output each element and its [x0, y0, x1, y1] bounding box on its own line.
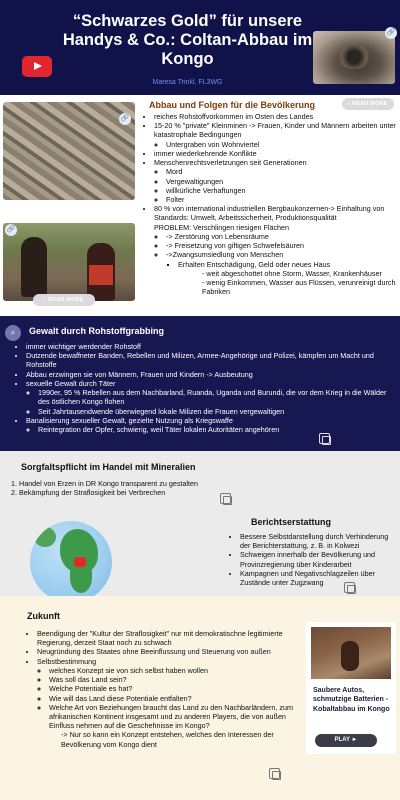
sub-list-item: ◦ Welche Art von Beziehungen braucht das Land zu den Nachbarländern, zum afrikanischen Kontinent insgesamt und zu anderen Players, die von außen Einfluss nehmen auf die Geschehnisse im Kongo?: [49, 703, 303, 731]
list-item-text: sexuelle Gewalt durch Täter: [26, 378, 116, 388]
list-item: • Schweigen innerhalb der Bevölkerung und Provinzregierung über Kinderarbeit: [240, 550, 398, 568]
sub-list-item: ◦ willkürliche Verhaftungen: [166, 186, 398, 195]
sub-list-item: ◦ Seit Jahrtausendwende überwiegend lokale Milizen die Frauen vergewaltigen: [38, 407, 396, 416]
child-figure: [21, 237, 47, 297]
list-item: • Neugründung des Staates ohne Beeinflussung und Steuerung von außen: [37, 647, 303, 656]
land-mass: [34, 527, 56, 547]
sub-list-item: ◦ Wie will das Land diese Potentiale entfalten?: [49, 694, 303, 703]
link-icon[interactable]: 🔗: [385, 27, 397, 39]
problem-tail-line: - weit abgeschottet ohne Storm, Wasser, Krankenhäuser: [202, 268, 382, 278]
sub-sub-list-item-text: Erhalten Entschädigung, Geld oder neues Haus: [178, 259, 331, 269]
list-item: • reiches Rohstoffvorkommen im Osten des Landes: [154, 112, 398, 121]
list-item: [154, 204, 398, 296]
sub-list-item: ◦ Vergewaltigungen: [166, 177, 398, 186]
header-banner: [0, 0, 400, 95]
section-title: Abbau und Folgen für die Bevölkerung: [149, 100, 316, 110]
subsection-title: Berichtserstattung: [251, 517, 332, 527]
subsection-content: [226, 532, 398, 587]
list-item: • immer wiederkehrende Konflikte: [154, 149, 398, 158]
link-icon[interactable]: 🔗: [5, 224, 17, 236]
list-item: [154, 121, 398, 149]
list-item-text: 80 % von international industriellen Bergbaukonzernen-> Einhaltung von Standards: Umwelt, Arbeitssicherheit, Produktionsqualität: [154, 204, 385, 223]
list-item-text: 15-20 % "private" Kleinminen -> Frauen, Kinder und Männern arbeiten unter katastrophale Bedingungen: [154, 121, 396, 140]
copy-icon[interactable]: [319, 433, 330, 444]
section-sorgfaltspflicht: [0, 451, 400, 596]
list-item: [37, 657, 303, 749]
congo-marker: [74, 557, 86, 567]
mining-site-photo: [3, 102, 135, 200]
author-label: Maresa Trinkl, FL3WG: [152, 79, 223, 86]
list-item: • Beendigung der "Kultur der Straflosigkeit" nur mit demokratischne legitimierte Regierung, derzeit Staat noch zu schwach: [37, 629, 303, 647]
child-figure: [87, 243, 115, 301]
copy-icon[interactable]: [269, 768, 280, 779]
play-button[interactable]: PLAY ►: [315, 734, 377, 747]
sub-list-item: [166, 250, 398, 268]
list-item: [26, 416, 396, 434]
sub-list-item: ◦ Reintegration der Opfer, schwierig, weil Täter lokalen Autoritäten angehören: [38, 425, 396, 434]
copy-icon[interactable]: [220, 493, 231, 504]
conclusion-text: -> Nur so kann ein Konzept entstehen, welches den Interessen der Bevölkerung vom Kongo dient: [61, 730, 274, 749]
problem-tail-line: - wenig Einkommen, Wasser aus Flüssen, verunreinigt durch Fabriken: [202, 277, 396, 297]
section-title: Zukunft: [27, 611, 60, 621]
list-item-text: Banalisierung sexueller Gewalt, gezielte Nutzung als Kriegswaffe: [26, 415, 233, 425]
page-title: “Schwarzes Gold” für unsere Handys & Co.: Coltan-Abbau im Kongo: [62, 12, 313, 69]
list-item: • immer wichtiger werdender Rohstoff: [26, 342, 396, 351]
sub-list-item: ◦ Untergraben von Wohnviertel: [166, 140, 398, 149]
list-item: [154, 158, 398, 204]
sub-list-item: ◦ Was soll das Land sein?: [49, 675, 303, 684]
section-content: [12, 342, 396, 434]
list-item: • Dutzende bewaffneter Banden, Rebellen und Milizen, Armee-Angehörige und Polizei, kämpfen um Macht und Rohstoffe: [26, 351, 396, 369]
sub-list-item: ◦ -> Zerstörung von Lebensräume: [166, 232, 398, 241]
video-title: Saubere Autos, schmutzige Batterien - Kobaltabbau im Kongo: [313, 687, 390, 713]
list-item-text: Menschenrechtsverletzungen seit Generationen: [154, 158, 307, 168]
read-more-label: READ MORE: [48, 297, 84, 303]
list-item: [26, 379, 396, 416]
section-content: [140, 112, 398, 296]
copy-icon[interactable]: [344, 582, 355, 593]
sub-list-item: ◦ Mord: [166, 167, 398, 176]
list-item: • Kampagnen und Negativschlagzeilen über Zustände unter Zugzwang: [240, 569, 398, 587]
read-more-button[interactable]: [342, 98, 394, 110]
read-more-label: READ MORE: [352, 101, 388, 107]
section-gewalt: [0, 316, 400, 451]
section-content: [23, 629, 303, 749]
sub-list-item: ◦ -> Freisetzung von giftigen Schwefelsäuren: [166, 241, 398, 250]
search-icon[interactable]: ⌕: [5, 325, 21, 341]
chevron-left-icon: ‹: [44, 297, 49, 303]
sub-list-item: ◦ 1990er, 95 % Rebellen aus dem Nachbarland, Ruanda, Uganda und Burundi, die vor dem Krieg in die Wälder des östlichen Kongo flohen: [38, 388, 396, 406]
sub-list-item-text: ->Zwangsumsiedlung von Menschen: [166, 250, 284, 260]
section-zukunft: [0, 596, 400, 800]
read-more-button[interactable]: [33, 294, 95, 306]
sub-list-item: ◦ welches Konzept sie von sich selbst haben wollen: [49, 666, 303, 675]
sub-sub-list-item: [178, 260, 398, 269]
problem-text: PROBLEM: Verschlingen riesigen Flächen: [154, 222, 290, 232]
list-item: 1. Handel von Erzen in DR Kongo transparent zu gestalten: [19, 479, 247, 488]
link-icon[interactable]: 🔗: [119, 113, 131, 125]
sub-list-item: ◦ Folter: [166, 195, 398, 204]
children-mining-photo: [3, 223, 135, 301]
list-item: 2. Bekämpfung der Straflosigkeit bei Verbrechen: [19, 488, 247, 497]
list-item: • Abbau erzwingen sie von Männern, Frauen und Kindern -> Ausbeutung: [26, 370, 396, 379]
section-title: Gewalt durch Rohstoffgrabbing: [29, 326, 164, 336]
sub-list-item: ◦ Welche Potentiale es hat?: [49, 684, 303, 693]
section-abbau: [0, 95, 400, 313]
section-title: Sorgfaltspflicht im Handel mit Mineralien: [21, 462, 196, 472]
list-item-text: Selbstbestimmung: [37, 656, 97, 666]
video-thumbnail[interactable]: [311, 627, 391, 679]
list-item: • Bessere Selbstdarstellung durch Verhinderung der Berichterstattung, z. B. in Kolwezi: [240, 532, 398, 550]
globe-map: [30, 521, 112, 603]
numbered-list: [7, 479, 247, 497]
youtube-icon[interactable]: [22, 56, 52, 77]
chevron-left-icon: ‹: [348, 101, 353, 107]
land-mass: [70, 563, 92, 593]
video-card[interactable]: [306, 622, 396, 754]
header-coltan-photo: [313, 31, 395, 84]
